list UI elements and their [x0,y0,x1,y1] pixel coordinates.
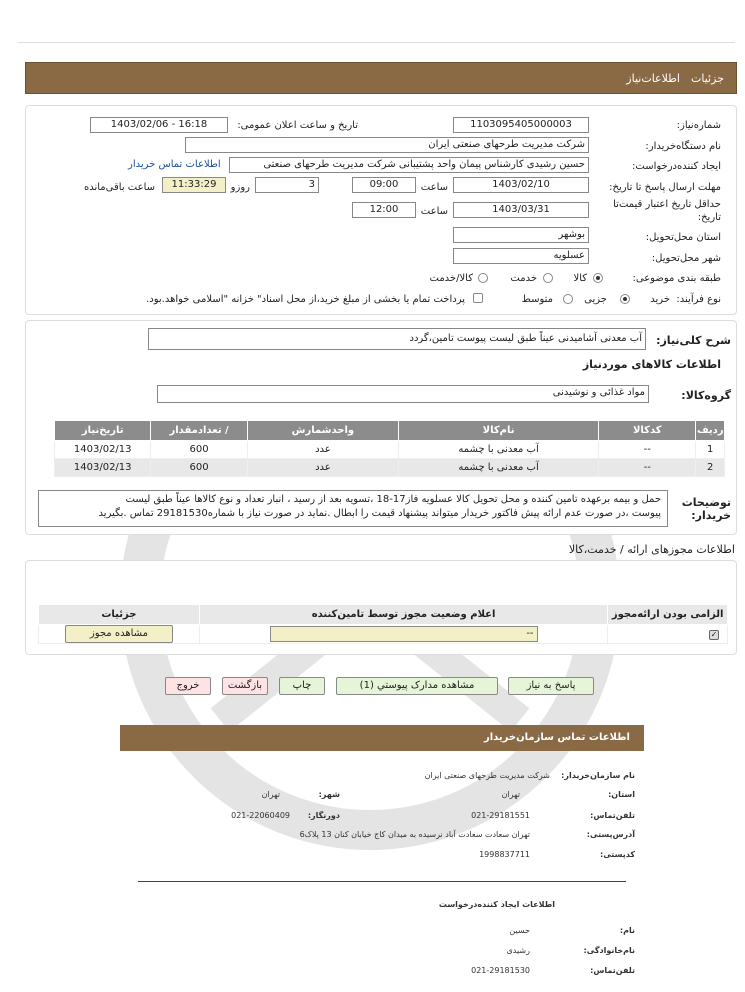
days-label: روزو [230,182,250,193]
cell-name: آب معدنی با چشمه [399,459,599,477]
contact-address-value: تهران سعادت سعادت آباد نرسیده به میدان کاج خیابان کنان 13 پلاک6 [299,830,530,839]
goods-table-header [55,421,725,441]
contact-divider [138,881,626,882]
creator-label: ایجاد کننده‌درخواست: [632,161,721,172]
contact-address-label: آدرس‌پستی: [586,830,635,839]
days-field: 3 [255,177,319,193]
creator-name-value: حسین [509,926,530,935]
validity-time-label: ساعت [420,206,448,217]
buyer-notes-label: توضیحات خریدار: [681,496,731,522]
process-medium-label: متوسط [521,294,553,305]
desc-field: آب معدنی آشامیدنی عیناً طبق لیست پیوست تامین،گردد [148,328,646,350]
cell-required [608,625,728,644]
desc-label: شرح کلی‌نیاز: [656,334,731,347]
cell-qty: 600 [151,459,247,477]
creator-family-value: رشیدی [506,946,530,955]
cell-details [39,625,200,644]
col-details: جزئیات [39,605,200,625]
print-button[interactable]: چاپ [279,677,325,695]
creator-phone-label: تلفن‌تماس: [590,966,635,975]
cell-unit: عدد [247,459,398,477]
permits-table-header [39,605,728,625]
cell-date: 1403/02/13 [55,459,151,477]
col-code: کدکالا [599,421,696,441]
city-field: عسلویه [453,248,589,264]
announce-label: تاریخ و ساعت اعلان عمومی: [237,120,358,131]
col-required: الزامی بودن ارائه‌مجوز [608,605,728,625]
treasury-payment-checkbox[interactable] [473,293,483,303]
table-row [55,459,725,477]
min-validity-label: حداقل تاریخ اعتبار قیمت‌تا تاریخ: [613,199,721,223]
cell-code: -- [599,441,696,459]
contact-province-value: تهران [501,790,520,799]
col-unit: واحدشمارش [247,421,398,441]
contact-phone-label: تلفن‌تماس: [590,811,635,820]
buyer-org-field: شرکت مدیریت طرحهای صنعتی ایران [185,137,589,153]
back-button[interactable]: بازگشت [222,677,268,695]
buyer-notes-line1: حمل و بیمه برعهده تامین کننده و محل تحویل کالا عسلویه فاز17-18 ،تسویه بعد از رسید ، انبار تعداد و نوع کالاها عیناً طبق لیست [125,494,661,505]
category-goods-service-radio[interactable] [478,273,488,283]
group-label: گروه‌کالا: [681,389,731,402]
validity-date-field: 1403/03/31 [453,202,589,218]
cell-status [199,625,607,644]
contact-title: اطلاعات تماس سازمان‌خریدار [483,732,630,743]
need-number-field: 1103095405000003 [453,117,589,133]
category-service-label: خدمت [510,273,537,284]
validity-time-field: 12:00 [352,202,416,218]
view-permit-button[interactable]: مشاهده مجوز [65,625,173,643]
process-partial-label: جزیی [584,294,607,305]
col-date: تاریخ‌نیاز [55,421,151,441]
province-field: بوشهر [453,227,589,243]
reply-button[interactable]: پاسخ به نیاز [508,677,594,695]
contact-postal-value: 1998837711 [479,850,530,859]
permit-status-field: -- [270,626,538,642]
permits-title: اطلاعات مجوزهای ارائه / خدمت،کالا [568,543,735,556]
remaining-time-field: 11:33:29 [162,177,226,193]
col-name: نام‌کالا [399,421,599,441]
deadline-time-field: 09:00 [352,177,416,193]
contact-org-label: نام سازمان‌خریدار: [561,771,635,780]
category-goods-radio[interactable] [593,273,603,283]
category-label: طبقه بندی موضوعی: [632,273,721,284]
process-medium-radio[interactable] [563,294,573,304]
goods-table [54,420,725,477]
remaining-label: ساعت باقی‌مانده [83,182,155,193]
buyer-notes-line2: پیوست ،در صورت عدم ارائه پیش فاکتور خریدار میتواند پیشنهاد قیمت را ابطال .نماید در صورت نیاز با شماره29181530 تماس .بگیرید [98,508,661,519]
cell-row: 2 [696,459,725,477]
col-status: اعلام وضعیت مجوز توسط تامین‌کننده [199,605,607,625]
exit-button[interactable]: خروج [165,677,211,695]
buyer-notes-box [38,490,668,527]
category-goods-service-label: کالا/خدمت [429,273,473,284]
col-qty: / تعدادمقدار [151,421,247,441]
cell-name: آب معدنی با چشمه [399,441,599,459]
payment-note: پرداخت تمام یا بخشی از مبلغ خرید،از محل اسناد" خزانه "اسلامی خواهد.بود. [146,294,465,305]
col-row: ردیف [696,421,725,441]
deadline-label: مهلت ارسال پاسخ تا تاریخ: [609,182,721,193]
goods-info-title: اطلاعات کالاهای موردنیاز [582,358,721,371]
tab-need-info[interactable]: اطلاعات‌نیاز [626,72,680,85]
process-buy-label: خرید [650,294,670,305]
creator-info-title: اطلاعات ایجاد کننده‌درخواست [438,900,555,909]
contact-postal-label: کدپستی: [600,850,635,859]
need-number-label: شماره‌نیاز: [676,120,721,131]
process-label: نوع فرآیند: [676,294,721,305]
category-service-radio[interactable] [543,273,553,283]
announce-field: 1403/02/06 - 16:18 [90,117,228,133]
cell-date: 1403/02/13 [55,441,151,459]
process-partial-radio[interactable] [620,294,630,304]
contact-org-value: شرکت مدیریت طرحهای صنعتی ایران [424,771,550,780]
top-divider [18,42,735,43]
group-field: مواد غذائی و نوشیدنی [157,385,649,403]
buyer-org-label: نام دستگاه‌خریدار: [645,141,721,152]
city-label: شهر محل‌تحویل: [651,253,721,264]
contact-fax-label: دورنگار: [307,811,340,820]
page-header [25,62,737,94]
contact-city-value: تهران [261,790,280,799]
cell-unit: عدد [247,441,398,459]
deadline-date-field: 1403/02/10 [453,177,589,193]
province-label: استان محل‌تحویل: [645,232,721,243]
cell-code: -- [599,459,696,477]
required-checkbox: ✓ [710,629,718,639]
contact-header [120,725,644,751]
tab-details[interactable]: جزئیات [691,72,724,85]
creator-name-label: نام: [619,926,635,935]
cell-qty: 600 [151,441,247,459]
contact-city-label: شهر: [318,790,340,799]
contact-fax-value: 021-22060409 [231,811,290,820]
creator-family-label: نام‌خانوادگی: [583,946,635,955]
contact-phone-value: 021-29181551 [471,811,530,820]
permits-table [38,604,728,644]
creator-phone-value: 021-29181530 [471,966,530,975]
table-row [39,625,728,644]
category-goods-label: کالا [573,273,587,284]
contact-province-label: استان: [608,790,635,799]
table-row [55,441,725,459]
deadline-time-label: ساعت [420,182,448,193]
buyer-contact-link[interactable]: اطلاعات تماس خریدار [128,159,221,170]
view-documents-button[interactable]: مشاهده مدارک پیوستي (1) [336,677,498,695]
cell-row: 1 [696,441,725,459]
creator-field: حسین رشیدی کارشناس پیمان واحد پشتیبانی شرکت مدیریت طرحهای صنعتی [229,157,589,173]
